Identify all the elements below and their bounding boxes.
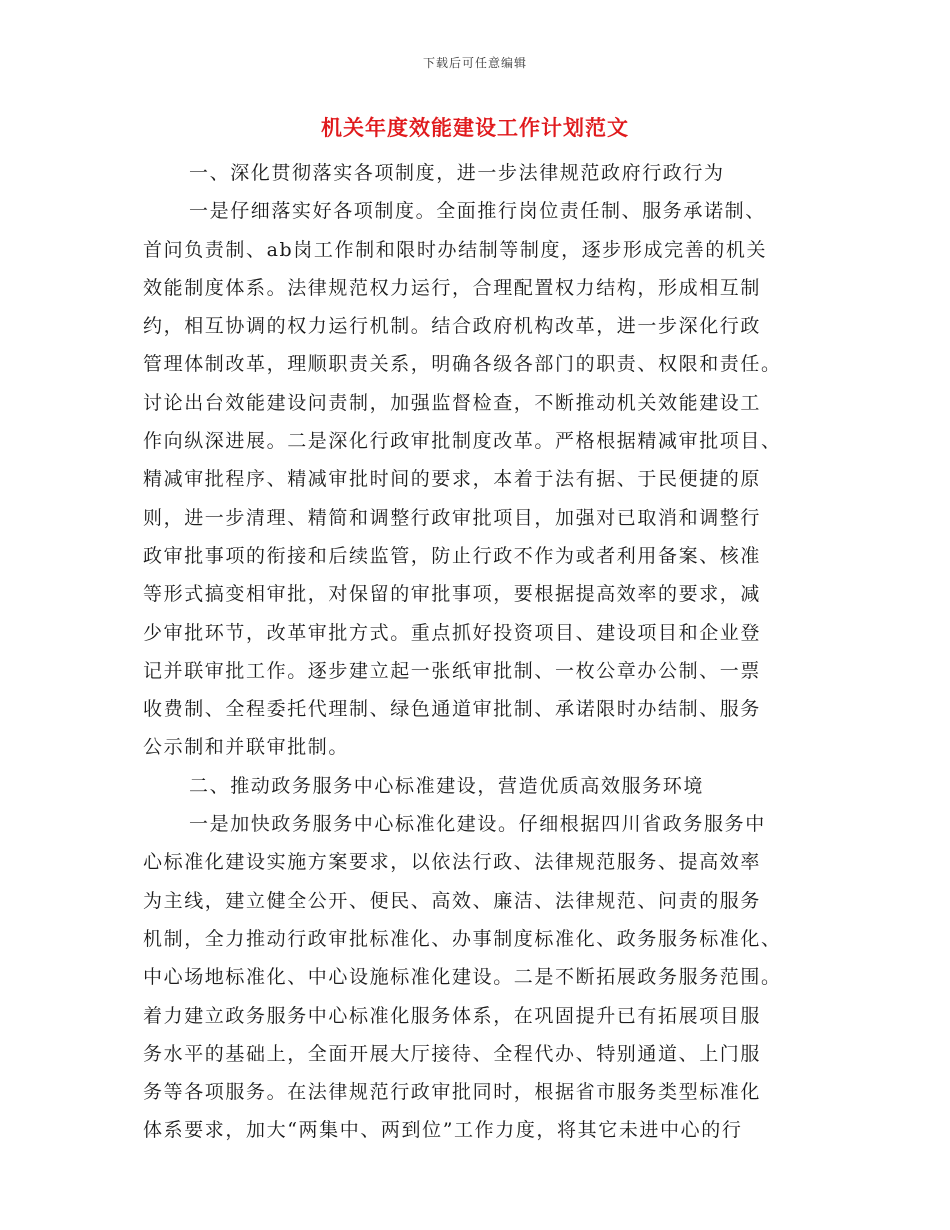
body-line: 中心场地标准化、中心设施标准化建设。二是不断拓展政务服务范围。 bbox=[143, 966, 782, 989]
body-line: 公示制和并联审批制。 bbox=[143, 736, 350, 759]
body-line: 务等各项服务。在法律规范行政审批同时，根据省市服务类型标准化 bbox=[143, 1081, 762, 1104]
body-line: 政审批事项的衔接和后续监管，防止行政不作为或者利用备案、核准 bbox=[143, 544, 762, 567]
body-line: 管理体制改革，理顺职责关系，明确各级各部门的职责、权限和责任。 bbox=[143, 353, 782, 376]
body-line: 精减审批程序、精减审批时间的要求，本着于法有据、于民便捷的原 bbox=[143, 468, 762, 491]
body-line: 务水平的基础上，全面开展大厅接待、全程代办、特别通道、上门服 bbox=[143, 1042, 762, 1065]
body-line: 作向纵深进展。二是深化行政审批制度改革。严格根据精减审批项目、 bbox=[143, 430, 782, 453]
header-note: 下载后可任意编辑 bbox=[422, 56, 527, 70]
body-line: 一是仔细落实好各项制度。全面推行岗位责任制、服务承诺制、 bbox=[189, 200, 766, 223]
body-line: 首问负责制、ab岗工作制和限时办结制等制度，逐步形成完善的机关 bbox=[143, 238, 768, 261]
body-line: 效能制度体系。法律规范权力运行，合理配置权力结构，形成相互制 bbox=[143, 276, 762, 299]
body-line: 着力建立政务服务中心标准化服务体系，在巩固提升已有拓展项目服 bbox=[143, 1004, 762, 1027]
body-line: 为主线，建立健全公开、便民、高效、廉洁、法律规范、问责的服务 bbox=[143, 889, 762, 912]
body-line: 心标准化建设实施方案要求，以依法行政、法律规范服务、提高效率 bbox=[143, 851, 762, 874]
body-line: 约，相互协调的权力运行机制。结合政府机构改革，进一步深化行政 bbox=[143, 315, 762, 338]
body-line: 少审批环节，改革审批方式。重点抓好投资项目、建设项目和企业登 bbox=[143, 621, 762, 644]
body-line: 机制，全力推动行政审批标准化、办事制度标准化、政务服务标准化、 bbox=[143, 927, 782, 950]
body-line: 记并联审批工作。逐步建立起一张纸审批制、一枚公章办公制、一票 bbox=[143, 659, 762, 682]
body-line: 则，进一步清理、精简和调整行政审批项目，加强对已取消和调整行 bbox=[143, 506, 762, 529]
body-line: 讨论出台效能建设问责制，加强监督检查，不断推动机关效能建设工 bbox=[143, 391, 762, 414]
body-line: 等形式搞变相审批，对保留的审批事项，要根据提高效率的要求，减 bbox=[143, 583, 762, 606]
body-line: 二、推动政务服务中心标准建设，营造优质高效服务环境 bbox=[189, 774, 705, 797]
body-line: 体系要求，加大“两集中、两到位”工作力度，将其它未进中心的行 bbox=[143, 1119, 743, 1142]
body-line: 收费制、全程委托代理制、绿色通道审批制、承诺限时办结制、服务 bbox=[143, 698, 762, 721]
document-body bbox=[143, 154, 813, 1150]
body-line: 一、深化贯彻落实各项制度，进一步法律规范政府行政行为 bbox=[189, 162, 725, 184]
body-line: 一是加快政务服务中心标准化建设。仔细根据四川省政务服务中 bbox=[189, 813, 766, 836]
document-title: 机关年度效能建设工作计划范文 bbox=[321, 115, 629, 140]
